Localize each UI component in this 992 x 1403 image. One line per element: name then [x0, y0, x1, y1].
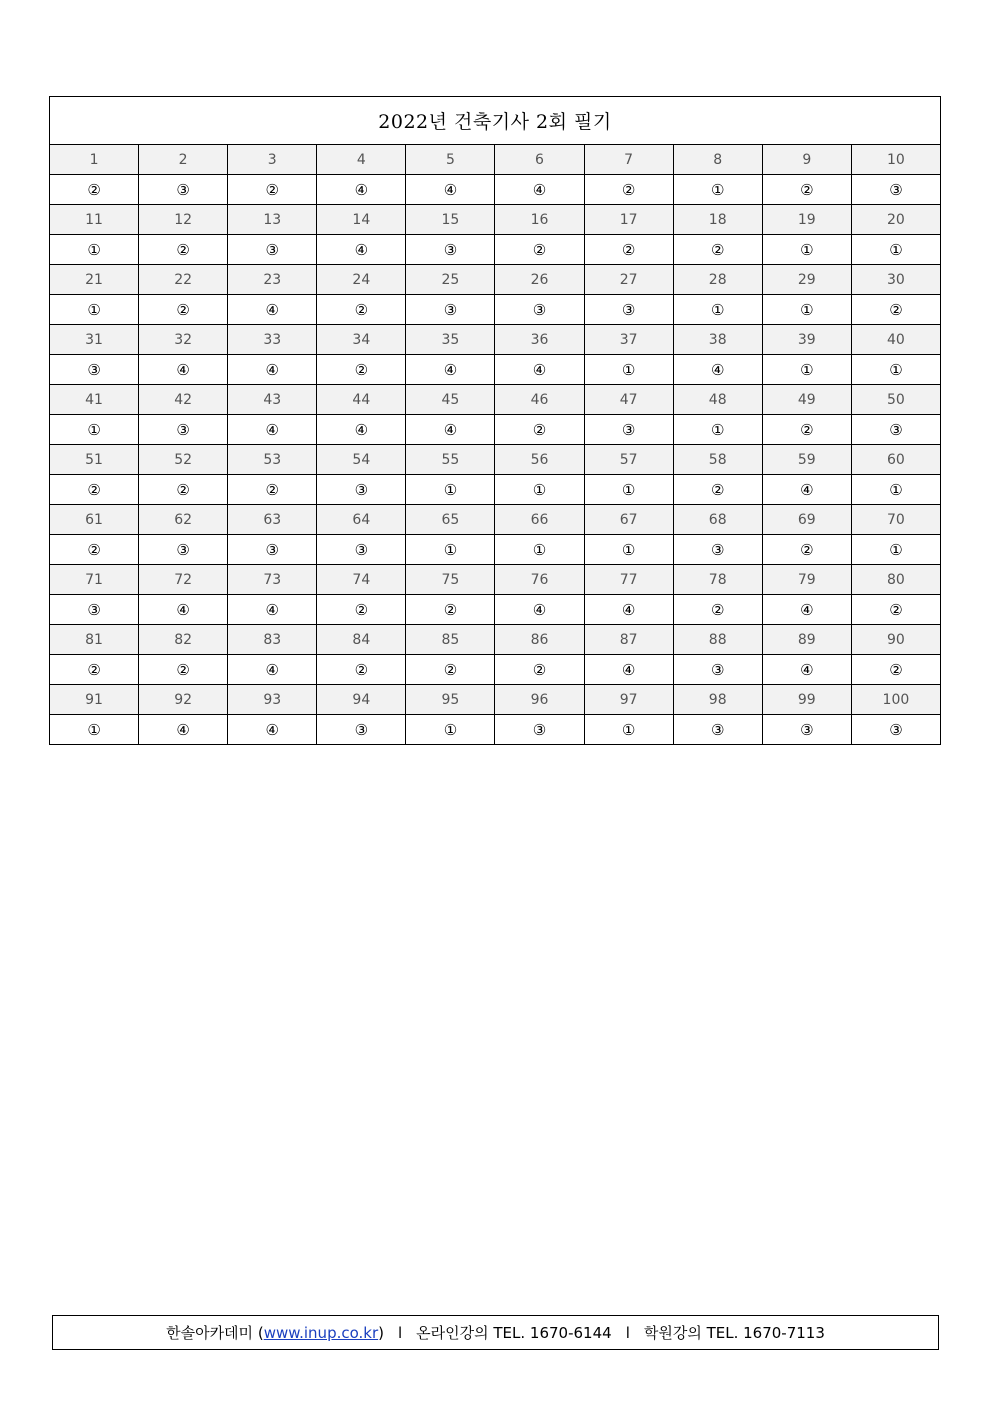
- answer-cell: ③: [762, 715, 851, 745]
- paren-close: ): [378, 1323, 384, 1342]
- answer-cell: ③: [584, 415, 673, 445]
- question-number: 97: [584, 685, 673, 715]
- question-number: 91: [50, 685, 139, 715]
- answer-cell: ②: [50, 655, 139, 685]
- answer-row: [50, 355, 941, 385]
- question-number: 5: [406, 145, 495, 175]
- question-number: 79: [762, 565, 851, 595]
- question-number: 20: [851, 205, 940, 235]
- answer-cell: ①: [584, 715, 673, 745]
- question-number: 89: [762, 625, 851, 655]
- question-number: 54: [317, 445, 406, 475]
- question-number: 87: [584, 625, 673, 655]
- answer-cell: ③: [673, 715, 762, 745]
- answer-cell: ②: [406, 595, 495, 625]
- answer-cell: ③: [317, 475, 406, 505]
- answer-cell: ①: [50, 295, 139, 325]
- page-title: 2022년 건축기사 2회 필기: [50, 97, 941, 145]
- question-number: 17: [584, 205, 673, 235]
- answer-cell: ②: [584, 235, 673, 265]
- answer-cell: ①: [406, 715, 495, 745]
- answer-cell: ②: [228, 175, 317, 205]
- answer-cell: ②: [228, 475, 317, 505]
- answer-cell: ②: [50, 175, 139, 205]
- question-number: 44: [317, 385, 406, 415]
- answer-cell: ①: [762, 355, 851, 385]
- question-number: 3: [228, 145, 317, 175]
- answer-row: [50, 715, 941, 745]
- question-number: 1: [50, 145, 139, 175]
- answer-cell: ②: [495, 415, 584, 445]
- answer-cell: ④: [228, 655, 317, 685]
- question-number: 76: [495, 565, 584, 595]
- answer-cell: ②: [406, 655, 495, 685]
- answer-cell: ①: [50, 415, 139, 445]
- question-number: 62: [139, 505, 228, 535]
- question-number: 72: [139, 565, 228, 595]
- question-number-row: [50, 265, 941, 295]
- question-number: 96: [495, 685, 584, 715]
- answer-cell: ①: [406, 535, 495, 565]
- question-number: 86: [495, 625, 584, 655]
- question-number: 80: [851, 565, 940, 595]
- answer-cell: ④: [495, 175, 584, 205]
- answer-cell: ④: [584, 595, 673, 625]
- answer-cell: ①: [50, 715, 139, 745]
- question-number: 31: [50, 325, 139, 355]
- question-number: 12: [139, 205, 228, 235]
- answer-cell: ①: [406, 475, 495, 505]
- question-number: 92: [139, 685, 228, 715]
- question-number: 13: [228, 205, 317, 235]
- answer-cell: ②: [139, 295, 228, 325]
- question-number: 55: [406, 445, 495, 475]
- question-number: 11: [50, 205, 139, 235]
- answer-cell: ②: [762, 175, 851, 205]
- question-number: 46: [495, 385, 584, 415]
- online-lecture-phone: 온라인강의 TEL. 1670-6144: [416, 1324, 612, 1342]
- answer-cell: ③: [139, 535, 228, 565]
- question-number: 21: [50, 265, 139, 295]
- answer-row: [50, 295, 941, 325]
- question-number: 71: [50, 565, 139, 595]
- question-number: 45: [406, 385, 495, 415]
- question-number: 8: [673, 145, 762, 175]
- answer-row: [50, 595, 941, 625]
- answer-cell: ②: [584, 175, 673, 205]
- answer-cell: ②: [317, 295, 406, 325]
- question-number: 34: [317, 325, 406, 355]
- question-number: 93: [228, 685, 317, 715]
- answer-cell: ④: [406, 415, 495, 445]
- answer-cell: ③: [406, 235, 495, 265]
- question-number: 22: [139, 265, 228, 295]
- answer-cell: ①: [584, 535, 673, 565]
- question-number: 24: [317, 265, 406, 295]
- question-number: 74: [317, 565, 406, 595]
- answer-cell: ③: [50, 595, 139, 625]
- question-number: 30: [851, 265, 940, 295]
- answer-cell: ①: [851, 235, 940, 265]
- answer-cell: ③: [851, 175, 940, 205]
- answer-cell: ③: [851, 715, 940, 745]
- question-number: 18: [673, 205, 762, 235]
- question-number: 15: [406, 205, 495, 235]
- answer-cell: ③: [851, 415, 940, 445]
- question-number: 27: [584, 265, 673, 295]
- question-number: 100: [851, 685, 940, 715]
- answer-cell: ②: [50, 475, 139, 505]
- answer-cell: ②: [50, 535, 139, 565]
- question-number: 69: [762, 505, 851, 535]
- answer-cell: ①: [762, 235, 851, 265]
- answer-cell: ④: [139, 595, 228, 625]
- answer-cell: ④: [228, 415, 317, 445]
- answer-cell: ③: [139, 175, 228, 205]
- answer-cell: ①: [762, 295, 851, 325]
- question-number: 36: [495, 325, 584, 355]
- question-number: 83: [228, 625, 317, 655]
- answer-cell: ①: [584, 355, 673, 385]
- question-number: 51: [50, 445, 139, 475]
- answer-cell: ④: [584, 655, 673, 685]
- question-number: 68: [673, 505, 762, 535]
- question-number: 67: [584, 505, 673, 535]
- question-number: 64: [317, 505, 406, 535]
- question-number-row: [50, 505, 941, 535]
- question-number: 41: [50, 385, 139, 415]
- answer-row: [50, 475, 941, 505]
- question-number: 49: [762, 385, 851, 415]
- question-number: 82: [139, 625, 228, 655]
- question-number: 48: [673, 385, 762, 415]
- answer-cell: ③: [406, 295, 495, 325]
- answer-cell: ①: [673, 295, 762, 325]
- question-number: 16: [495, 205, 584, 235]
- question-number: 6: [495, 145, 584, 175]
- question-number: 70: [851, 505, 940, 535]
- question-number: 88: [673, 625, 762, 655]
- answer-row: [50, 175, 941, 205]
- answer-cell: ④: [139, 715, 228, 745]
- footer-separator: l: [398, 1323, 403, 1342]
- answer-cell: ③: [584, 295, 673, 325]
- answer-cell: ③: [495, 715, 584, 745]
- question-number: 40: [851, 325, 940, 355]
- question-number-row: [50, 385, 941, 415]
- question-number: 47: [584, 385, 673, 415]
- question-number: 60: [851, 445, 940, 475]
- answer-cell: ②: [762, 415, 851, 445]
- question-number: 2: [139, 145, 228, 175]
- answer-cell: ③: [317, 535, 406, 565]
- question-number: 33: [228, 325, 317, 355]
- question-number: 7: [584, 145, 673, 175]
- answer-cell: ①: [673, 415, 762, 445]
- question-number: 14: [317, 205, 406, 235]
- question-number: 26: [495, 265, 584, 295]
- question-number: 57: [584, 445, 673, 475]
- question-number: 37: [584, 325, 673, 355]
- offline-lecture-phone: 학원강의 TEL. 1670-7113: [643, 1324, 825, 1342]
- answer-cell: ②: [139, 655, 228, 685]
- answer-cell: ③: [228, 235, 317, 265]
- answer-cell: ①: [50, 235, 139, 265]
- question-number: 78: [673, 565, 762, 595]
- question-number: 53: [228, 445, 317, 475]
- question-number: 84: [317, 625, 406, 655]
- answer-cell: ④: [406, 355, 495, 385]
- answer-cell: ④: [317, 175, 406, 205]
- question-number: 90: [851, 625, 940, 655]
- question-number-row: [50, 205, 941, 235]
- answer-cell: ①: [495, 475, 584, 505]
- question-number: 95: [406, 685, 495, 715]
- answer-cell: ④: [673, 355, 762, 385]
- question-number: 10: [851, 145, 940, 175]
- question-number: 43: [228, 385, 317, 415]
- question-number: 39: [762, 325, 851, 355]
- question-number: 66: [495, 505, 584, 535]
- answer-cell: ②: [317, 655, 406, 685]
- question-number: 19: [762, 205, 851, 235]
- answer-cell: ④: [495, 595, 584, 625]
- answer-cell: ③: [495, 295, 584, 325]
- answer-cell: ④: [495, 355, 584, 385]
- answer-cell: ④: [317, 415, 406, 445]
- answer-row: [50, 655, 941, 685]
- answer-row: [50, 535, 941, 565]
- question-number: 38: [673, 325, 762, 355]
- question-number-row: [50, 565, 941, 595]
- answer-row: [50, 415, 941, 445]
- answer-cell: ②: [762, 535, 851, 565]
- question-number: 28: [673, 265, 762, 295]
- question-number: 56: [495, 445, 584, 475]
- paren-open: (: [257, 1323, 264, 1342]
- question-number-row: [50, 325, 941, 355]
- footer-separator: l: [625, 1323, 630, 1342]
- question-number: 99: [762, 685, 851, 715]
- answer-cell: ②: [139, 235, 228, 265]
- answer-key-table: [49, 96, 941, 745]
- question-number: 73: [228, 565, 317, 595]
- question-number-row: [50, 145, 941, 175]
- answer-cell: ④: [762, 655, 851, 685]
- question-number: 58: [673, 445, 762, 475]
- answer-cell: ①: [584, 475, 673, 505]
- question-number: 50: [851, 385, 940, 415]
- answer-cell: ③: [139, 415, 228, 445]
- answer-cell: ④: [228, 595, 317, 625]
- answer-cell: ①: [673, 175, 762, 205]
- answer-cell: ②: [495, 655, 584, 685]
- answer-cell: ④: [406, 175, 495, 205]
- answer-cell: ④: [228, 295, 317, 325]
- answer-cell: ①: [851, 355, 940, 385]
- answer-cell: ②: [673, 595, 762, 625]
- question-number: 98: [673, 685, 762, 715]
- answer-cell: ②: [851, 655, 940, 685]
- question-number-row: [50, 685, 941, 715]
- answer-cell: ②: [673, 235, 762, 265]
- answer-cell: ②: [317, 595, 406, 625]
- question-number: 42: [139, 385, 228, 415]
- answer-cell: ①: [851, 535, 940, 565]
- question-number: 61: [50, 505, 139, 535]
- answer-cell: ④: [762, 595, 851, 625]
- question-number: 23: [228, 265, 317, 295]
- answer-cell: ④: [228, 355, 317, 385]
- academy-name: 한솔아카데미: [166, 1324, 254, 1342]
- question-number-row: [50, 445, 941, 475]
- question-number: 4: [317, 145, 406, 175]
- answer-cell: ②: [851, 295, 940, 325]
- answer-cell: ④: [762, 475, 851, 505]
- answer-cell: ②: [139, 475, 228, 505]
- answer-cell: ③: [317, 715, 406, 745]
- question-number: 75: [406, 565, 495, 595]
- answer-cell: ②: [851, 595, 940, 625]
- answer-cell: ④: [139, 355, 228, 385]
- question-number: 9: [762, 145, 851, 175]
- question-number: 32: [139, 325, 228, 355]
- answer-cell: ③: [50, 355, 139, 385]
- answer-cell: ②: [317, 355, 406, 385]
- question-number: 25: [406, 265, 495, 295]
- answer-cell: ③: [673, 535, 762, 565]
- question-number: 63: [228, 505, 317, 535]
- website-link[interactable]: www.inup.co.kr: [263, 1323, 379, 1342]
- answer-key-body: [50, 145, 941, 745]
- question-number: 94: [317, 685, 406, 715]
- question-number: 35: [406, 325, 495, 355]
- footer-bar: [52, 1315, 939, 1350]
- answer-cell: ②: [495, 235, 584, 265]
- answer-cell: ④: [317, 235, 406, 265]
- question-number: 59: [762, 445, 851, 475]
- question-number: 29: [762, 265, 851, 295]
- answer-cell: ③: [673, 655, 762, 685]
- answer-row: [50, 235, 941, 265]
- question-number: 65: [406, 505, 495, 535]
- question-number-row: [50, 625, 941, 655]
- question-number: 77: [584, 565, 673, 595]
- answer-cell: ①: [495, 535, 584, 565]
- answer-cell: ①: [851, 475, 940, 505]
- answer-cell: ②: [673, 475, 762, 505]
- question-number: 52: [139, 445, 228, 475]
- question-number: 85: [406, 625, 495, 655]
- answer-cell: ③: [228, 535, 317, 565]
- answer-cell: ④: [228, 715, 317, 745]
- question-number: 81: [50, 625, 139, 655]
